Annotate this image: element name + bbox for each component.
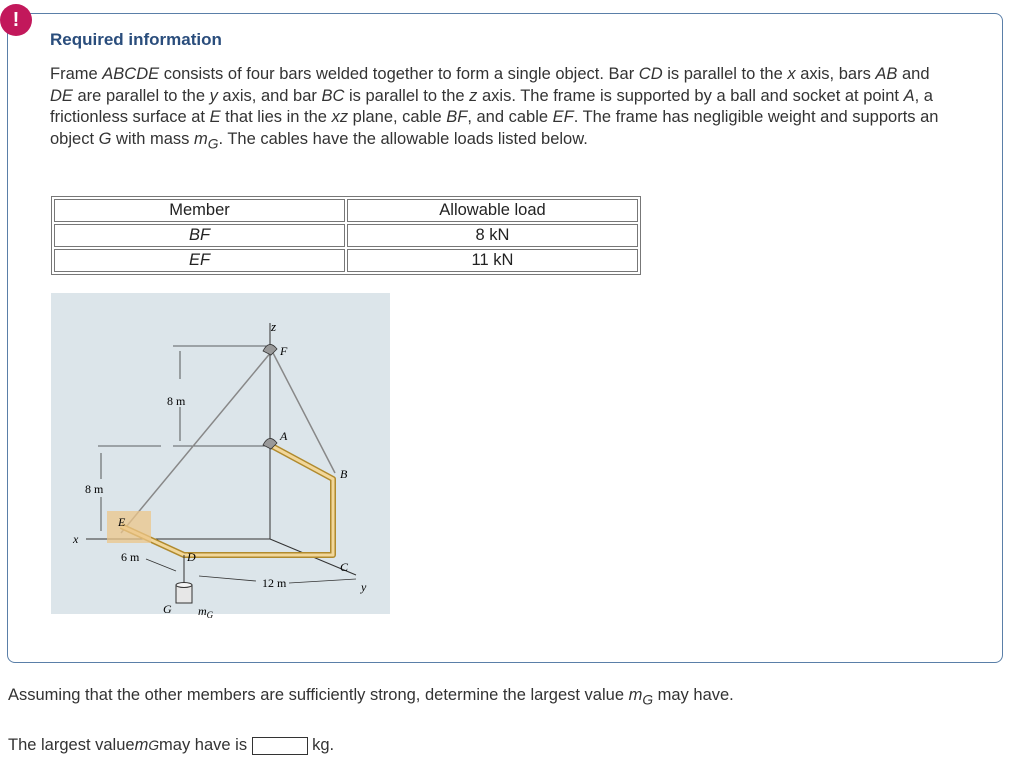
dim-12m: 12 m bbox=[262, 576, 287, 590]
required-info-title: Required information bbox=[50, 30, 222, 49]
answer-line: The largest value m G may have is kg. bbox=[8, 736, 335, 754]
frame-diagram bbox=[51, 293, 390, 620]
load-cell: 11 kN bbox=[347, 249, 638, 272]
member-header: Member bbox=[54, 199, 345, 222]
member-cell: EF bbox=[54, 249, 345, 272]
table-header-row bbox=[54, 199, 638, 222]
label-e: E bbox=[118, 515, 126, 529]
cable-ef bbox=[121, 351, 272, 533]
label-f: F bbox=[280, 344, 288, 358]
label-z: z bbox=[271, 319, 277, 334]
label-a: A bbox=[280, 429, 288, 443]
table-row bbox=[54, 224, 638, 247]
member-cell: BF bbox=[54, 224, 345, 247]
answer-input[interactable] bbox=[252, 737, 308, 755]
frame-figure bbox=[51, 293, 390, 620]
frictionless-surface bbox=[107, 511, 151, 543]
question-text: Assuming that the other members are sufficiently strong, determine the largest value $m_G$ may have. bbox=[8, 686, 734, 708]
label-x: x bbox=[73, 532, 79, 546]
dim-6m: 6 m bbox=[121, 550, 140, 564]
label-c: C bbox=[340, 560, 349, 574]
alert-icon: ! bbox=[0, 4, 32, 36]
table-row bbox=[54, 249, 638, 272]
label-mg: $m_G$ bbox=[198, 604, 214, 620]
label-d: D bbox=[187, 550, 196, 564]
answer-unit: kg. bbox=[312, 736, 335, 754]
dim-8m-left: 8 m bbox=[85, 482, 104, 496]
load-header: Allowable load bbox=[347, 199, 638, 222]
problem-statement: Frame ABCDE consists of four bars welded together to form a single object. Bar CD is parallel to the x axis, bars AB and DE are parallel to the y axis, and bar BC is parallel to the z axis. The frame is supported by a ball and socket at point A, a frictionless surface at E that lies in the xz plane, cable BF, and cable EF. The frame has negligible weight and supports an object G with mass $m_G$. The cables have the allowable loads listed below. bbox=[50, 65, 939, 151]
label-b: B bbox=[340, 467, 348, 481]
load-cell: 8 kN bbox=[347, 224, 638, 247]
label-g: G bbox=[163, 602, 172, 616]
cable-bf bbox=[272, 351, 335, 473]
allowable-load-table bbox=[51, 196, 641, 275]
dim-8m-top: 8 m bbox=[167, 394, 186, 408]
label-y: y bbox=[361, 580, 367, 594]
